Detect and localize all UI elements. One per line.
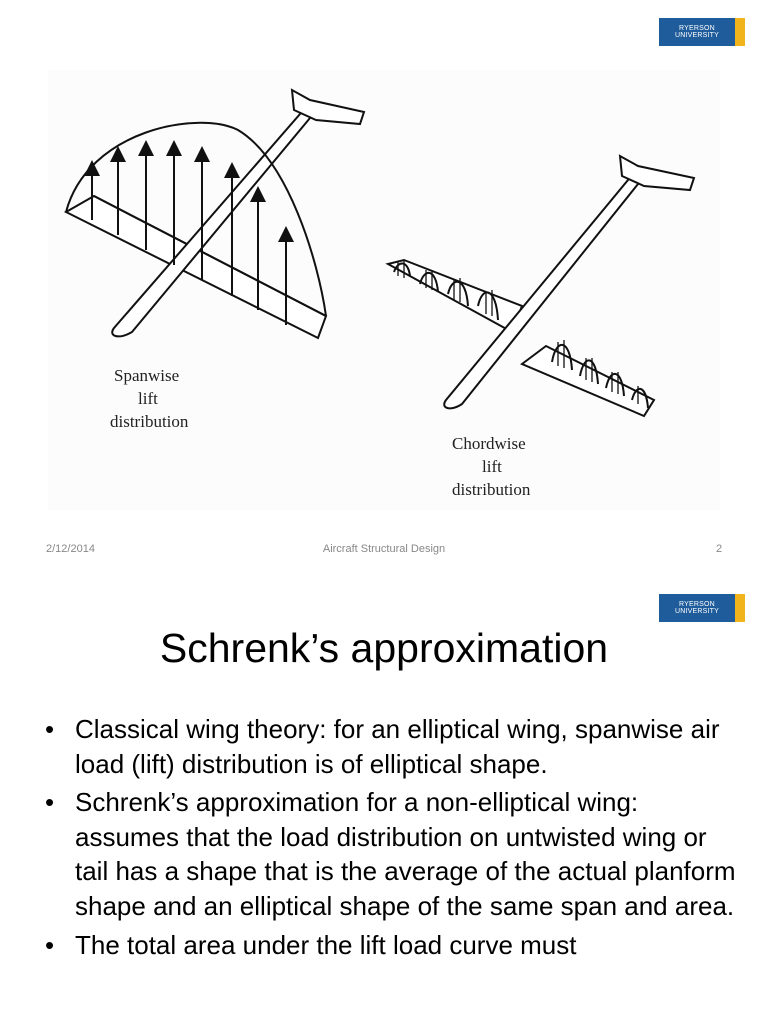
bullet-text: The total area under the lift load curve must	[75, 929, 577, 960]
caption-line: distribution	[452, 480, 531, 499]
bullet-marker: •	[45, 714, 55, 744]
bullet-list	[45, 712, 745, 966]
footer-page-number: 2	[716, 543, 723, 555]
logo-text-line-1: RYERSON	[679, 601, 715, 608]
caption-line: lift	[482, 457, 502, 476]
logo-accent	[735, 18, 745, 46]
bullet-item	[45, 785, 745, 923]
logo-text-line-2: UNIVERSITY	[674, 608, 719, 615]
logo-accent	[735, 594, 745, 622]
chordwise-airplane	[388, 156, 694, 416]
chordwise-caption	[452, 432, 572, 501]
lift-distribution-figure	[48, 70, 720, 510]
caption-line: Spanwise	[114, 366, 180, 385]
bullet-marker: •	[45, 787, 55, 818]
caption-line: Chordwise	[452, 434, 526, 453]
logo-block	[659, 18, 735, 46]
bullet-text: Classical wing theory: for an elliptical wing, spanwise air load (lift) distribution is of elliptical shape.	[75, 714, 720, 779]
bullet-item	[45, 712, 745, 781]
bullet-item	[45, 928, 745, 963]
logo-text-line-1: RYERSON	[679, 25, 715, 32]
bullet-text: Schrenk’s approximation for a non-elliptical wing: assumes that the load distribution on untwisted wing or tail has a shape that is the average of the actual planform shape and an elliptical shape of the same span and area.	[75, 787, 736, 921]
caption-line: lift	[138, 389, 158, 408]
ryerson-logo	[659, 594, 745, 622]
caption-line: distribution	[110, 412, 189, 431]
logo-block	[659, 594, 735, 622]
spanwise-caption	[110, 364, 230, 433]
footer-course: Aircraft Structural Design	[322, 543, 446, 555]
footer-date: 2/12/2014	[46, 543, 95, 555]
spanwise-airplane	[66, 90, 364, 338]
ryerson-logo	[659, 18, 745, 46]
bullet-marker: •	[45, 929, 55, 960]
logo-text-line-2: UNIVERSITY	[674, 32, 719, 39]
slide-title: Schrenk’s approximation	[159, 625, 609, 671]
right-right-wing	[522, 346, 654, 416]
aircraft-lift-diagram	[48, 70, 720, 510]
